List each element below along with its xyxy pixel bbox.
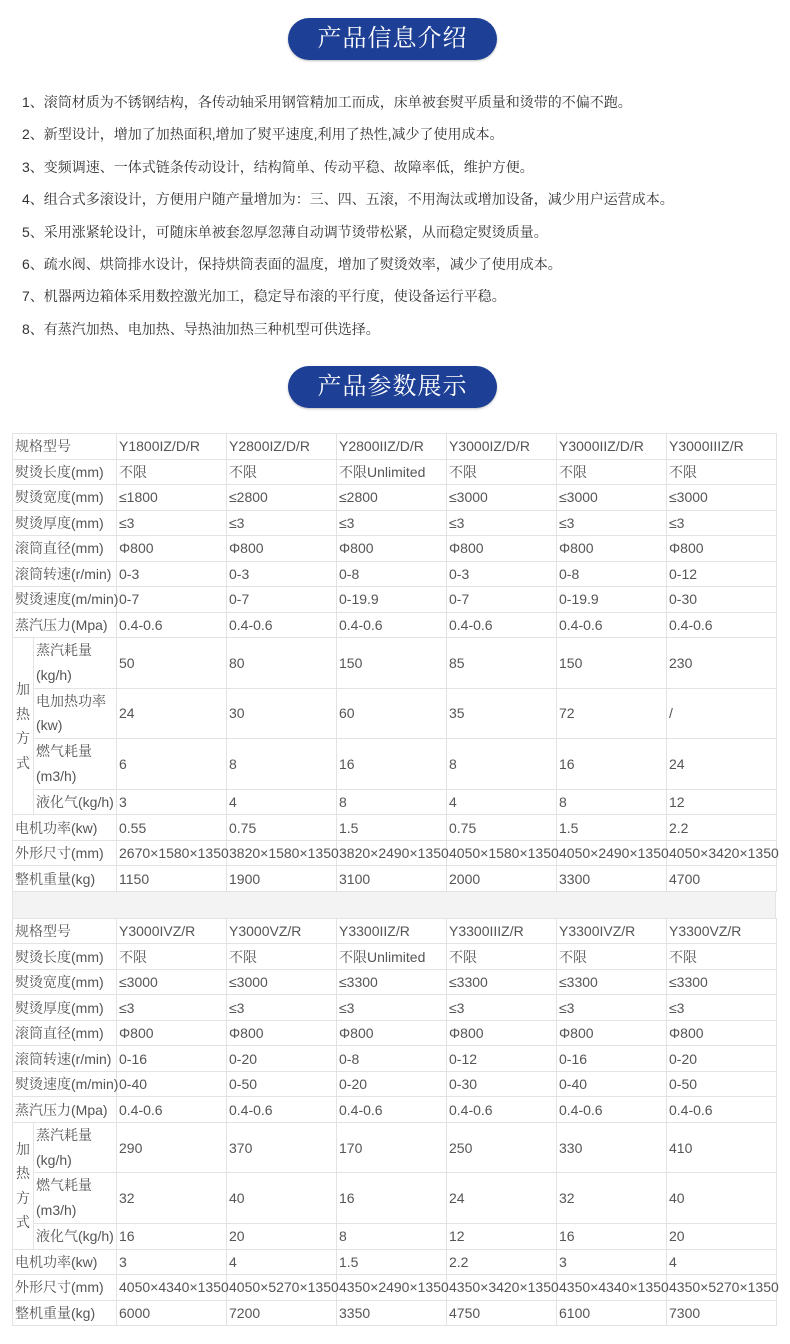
param-label: 电机功率(kw) [13,1249,117,1275]
param-value: ≤2800 [227,485,337,511]
param-value: 4050×1580×1350 [447,840,557,866]
param-value: 2.2 [667,815,777,841]
param-value: Φ800 [227,536,337,562]
param-row [13,969,777,995]
param-value: ≤3000 [557,485,667,511]
param-value: 0-7 [227,587,337,613]
param-value: 6 [117,739,227,790]
product-info-title: 产品信息介绍 [317,25,468,52]
param-value: 6000 [117,1300,227,1326]
param-value: 4050×2490×1350 [557,840,667,866]
param-value: 不限Unlimited [337,944,447,970]
param-value: 0.4-0.6 [447,1097,557,1123]
param-value: 4050×4340×1350 [117,1275,227,1301]
param-row [13,536,777,562]
param-value: Φ800 [447,1020,557,1046]
param-value: 0.4-0.6 [227,1097,337,1123]
param-value: 4350×5270×1350 [667,1275,777,1301]
param-value: 0-20 [667,1046,777,1072]
param-value: 3820×1580×1350 [227,840,337,866]
model-name: Y3300VZ/R [667,918,777,944]
param-value: 150 [337,638,447,689]
param-value: 3300 [557,866,667,892]
param-value: 0.75 [227,815,337,841]
param-value: 2670×1580×1350 [117,840,227,866]
param-value: 370 [227,1122,337,1173]
param-label: 蒸汽压力(Mpa) [13,1097,117,1123]
param-value: 0-16 [557,1046,667,1072]
param-value: 24 [117,688,227,739]
heating-sublabel: 电加热功率(kw) [34,688,117,739]
param-label: 整机重量(kg) [13,1300,117,1326]
param-value: ≤3 [117,995,227,1021]
param-row [13,1300,777,1326]
param-row [13,789,777,815]
param-value: 80 [227,638,337,689]
param-value: 不限Unlimited [337,459,447,485]
param-value: 1.5 [337,1249,447,1275]
param-row [13,840,777,866]
param-value: 不限 [447,459,557,485]
heating-sublabel: 燃气耗量(m3/h) [34,739,117,790]
param-row [13,688,777,739]
param-value: Φ800 [117,1020,227,1046]
param-label: 熨烫长度(mm) [13,459,117,485]
param-value: 30 [227,688,337,739]
table-separator [12,892,776,918]
param-value: 不限 [227,459,337,485]
feature-item: 6、疏水阀、烘筒排水设计，保持烘筒表面的温度，增加了熨烫效率，减少了使用成本。 [22,256,562,273]
param-value: 不限 [117,459,227,485]
param-row [13,638,777,689]
param-value: Φ800 [557,1020,667,1046]
param-row [13,587,777,613]
model-name: Y3000VZ/R [227,918,337,944]
param-value: 0-3 [447,561,557,587]
param-value: ≤3300 [557,969,667,995]
param-value: 20 [227,1223,337,1249]
param-value: 0-7 [447,587,557,613]
param-value: 3100 [337,866,447,892]
param-row [13,1071,777,1097]
param-value: ≤3000 [227,969,337,995]
param-label: 滚筒转速(r/min) [13,561,117,587]
param-value: 4750 [447,1300,557,1326]
param-value: 250 [447,1122,557,1173]
heating-sublabel: 液化气(kg/h) [34,1223,117,1249]
param-value: 4350×4340×1350 [557,1275,667,1301]
param-value: 6100 [557,1300,667,1326]
param-row [13,995,777,1021]
param-label: 熨烫厚度(mm) [13,995,117,1021]
param-value: Φ800 [557,536,667,562]
param-row [13,1122,777,1173]
param-value: 3 [117,789,227,815]
param-value: 不限 [117,944,227,970]
param-value: 1900 [227,866,337,892]
param-value: ≤3 [227,510,337,536]
param-value: 不限 [557,944,667,970]
param-value: ≤3 [667,510,777,536]
param-label: 熨烫宽度(mm) [13,969,117,995]
param-value: 40 [227,1173,337,1224]
model-name: Y2800IIZ/D/R [337,434,447,460]
param-value: ≤3 [557,510,667,536]
param-value: 0-3 [117,561,227,587]
param-value: 8 [337,789,447,815]
param-value: 50 [117,638,227,689]
param-value: 0-3 [227,561,337,587]
param-value: 12 [667,789,777,815]
param-value: ≤3300 [337,969,447,995]
param-value: Φ800 [337,1020,447,1046]
param-row [13,944,777,970]
param-table-1 [12,433,777,892]
param-value: 1.5 [557,815,667,841]
param-value: 0-8 [337,1046,447,1072]
param-label: 熨烫厚度(mm) [13,510,117,536]
feature-item: 8、有蒸汽加热、电加热、导热油加热三种机型可供选择。 [22,320,380,337]
param-value: 4050×5270×1350 [227,1275,337,1301]
param-value: ≤1800 [117,485,227,511]
param-value: ≤3000 [667,485,777,511]
param-value: ≤3 [667,995,777,1021]
param-value: 16 [557,739,667,790]
param-value: ≤3300 [667,969,777,995]
param-value: ≤3 [117,510,227,536]
param-value: Φ800 [667,536,777,562]
param-label: 整机重量(kg) [13,866,117,892]
param-value: 24 [667,739,777,790]
param-value: 290 [117,1122,227,1173]
param-value: 230 [667,638,777,689]
param-row [13,1046,777,1072]
model-header-label: 规格型号 [13,434,117,460]
param-value: 35 [447,688,557,739]
param-value: 4700 [667,866,777,892]
model-name: Y3300IIZ/R [337,918,447,944]
feature-item: 5、采用涨紧轮设计，可随床单被套忽厚忽薄自动调节烫带松紧，从而稳定熨烫质量。 [22,223,548,240]
param-value: 0.4-0.6 [117,612,227,638]
param-value: 0-8 [337,561,447,587]
feature-list [22,86,782,345]
param-value: 170 [337,1122,447,1173]
param-value: ≤2800 [337,485,447,511]
param-value: 85 [447,638,557,689]
param-value: 2.2 [447,1249,557,1275]
param-value: 0-20 [227,1046,337,1072]
param-value: 40 [667,1173,777,1224]
param-value: 0-16 [117,1046,227,1072]
param-row [13,1173,777,1224]
model-name: Y3300IIIZ/R [447,918,557,944]
param-value: ≤3 [337,995,447,1021]
param-value: ≤3000 [117,969,227,995]
param-value: 不限 [227,944,337,970]
param-label: 熨烫速度(m/min) [13,587,117,613]
param-row [13,1275,777,1301]
param-value: 0-40 [117,1071,227,1097]
param-value: 4 [667,1249,777,1275]
product-params-title: 产品参数展示 [317,373,468,400]
param-value: ≤3 [337,510,447,536]
heating-method-label-cell [13,638,34,815]
param-value: 150 [557,638,667,689]
param-value: ≤3 [447,510,557,536]
param-value: / [667,688,777,739]
param-value: 7300 [667,1300,777,1326]
param-value: 72 [557,688,667,739]
param-value: Φ800 [667,1020,777,1046]
param-value: 0.4-0.6 [447,612,557,638]
heating-method-label-cell [13,1122,34,1249]
param-label: 熨烫宽度(mm) [13,485,117,511]
param-value: 0.4-0.6 [337,612,447,638]
feature-item: 4、组合式多滚设计，方便用户随产量增加为：三、四、五滚，不用淘汰或增加设备，减少用户运营成本。 [22,191,674,208]
param-row [13,561,777,587]
model-name: Y3000IIZ/D/R [557,434,667,460]
param-label: 外形尺寸(mm) [13,840,117,866]
param-value: ≤3 [447,995,557,1021]
param-value: 0-19.9 [337,587,447,613]
param-value: 0.75 [447,815,557,841]
param-label: 熨烫长度(mm) [13,944,117,970]
param-value: 4350×3420×1350 [447,1275,557,1301]
model-name: Y3000IZ/D/R [447,434,557,460]
param-value: 3 [117,1249,227,1275]
param-row [13,510,777,536]
param-value: Φ800 [447,536,557,562]
param-value: 12 [447,1223,557,1249]
heating-method-label: 加热方式 [16,1140,30,1231]
param-row [13,1020,777,1046]
model-name: Y3000IIIZ/R [667,434,777,460]
param-label: 熨烫速度(m/min) [13,1071,117,1097]
feature-item: 1、滚筒材质为不锈钢结构，各传动轴采用钢管精加工而成，床单被套熨平质量和烫带的不偏不跑。 [22,94,632,110]
param-value: 0.4-0.6 [557,1097,667,1123]
param-value: 330 [557,1122,667,1173]
param-value: Φ800 [117,536,227,562]
param-row [13,612,777,638]
heating-method-label: 加热方式 [16,681,30,771]
param-value: 8 [227,739,337,790]
param-value: 0-8 [557,561,667,587]
param-value: 0.4-0.6 [227,612,337,638]
model-header-label: 规格型号 [13,918,117,944]
param-value: 4 [227,1249,337,1275]
param-label: 电机功率(kw) [13,815,117,841]
param-row [13,485,777,511]
param-value: 0-12 [667,561,777,587]
param-table-body [13,918,777,1325]
feature-item: 3、变频调速、一体式链条传动设计，结构简单、传动平稳、故障率低，维护方便。 [22,158,534,175]
model-header-row [13,434,777,460]
param-value: 0-20 [337,1071,447,1097]
param-value: 4050×3420×1350 [667,840,777,866]
param-value: 0-12 [447,1046,557,1072]
param-value: 8 [447,739,557,790]
param-value: 不限 [557,459,667,485]
param-label: 滚筒直径(mm) [13,536,117,562]
param-value: 不限 [447,944,557,970]
param-value: 0-50 [227,1071,337,1097]
param-value: 0-30 [667,587,777,613]
params-section [12,433,779,1326]
param-value: Φ800 [227,1020,337,1046]
param-value: 8 [557,789,667,815]
param-value: 3 [557,1249,667,1275]
param-value: 20 [667,1223,777,1249]
param-value: Φ800 [337,536,447,562]
param-value: 0-7 [117,587,227,613]
param-value: ≤3 [227,995,337,1021]
feature-item: 7、机器两边箱体采用数控激光加工，稳定导布滚的平行度，使设备运行平稳。 [22,288,506,305]
param-value: 3350 [337,1300,447,1326]
param-table-2 [12,918,777,1326]
product-params-title-pill [288,366,497,408]
param-value: 2000 [447,866,557,892]
model-header-row [13,918,777,944]
param-value: 16 [117,1223,227,1249]
feature-item: 2、新型设计，增加了加热面积,增加了熨平速度,利用了热性,减少了使用成本。 [22,126,504,143]
param-value: 1150 [117,866,227,892]
param-value: 32 [117,1173,227,1224]
param-row [13,739,777,790]
param-label: 蒸汽压力(Mpa) [13,612,117,638]
param-table-body [13,434,777,892]
param-value: 16 [557,1223,667,1249]
param-value: 4350×2490×1350 [337,1275,447,1301]
param-value: 0.4-0.6 [667,612,777,638]
param-value: 4 [447,789,557,815]
model-name: Y1800IZ/D/R [117,434,227,460]
param-label: 外形尺寸(mm) [13,1275,117,1301]
param-value: 0.4-0.6 [117,1097,227,1123]
param-value: ≤3000 [447,485,557,511]
param-row [13,1223,777,1249]
param-value: 60 [337,688,447,739]
heating-sublabel: 蒸汽耗量(kg/h) [34,1122,117,1173]
param-value: 0-50 [667,1071,777,1097]
param-value: 4 [227,789,337,815]
param-value: 410 [667,1122,777,1173]
param-value: 0-19.9 [557,587,667,613]
heating-sublabel: 燃气耗量(m3/h) [34,1173,117,1224]
param-row [13,459,777,485]
param-value: ≤3 [557,995,667,1021]
param-value: 0.4-0.6 [337,1097,447,1123]
param-value: 0.4-0.6 [667,1097,777,1123]
param-label: 滚筒直径(mm) [13,1020,117,1046]
heating-sublabel: 液化气(kg/h) [34,789,117,815]
product-info-title-pill [288,18,497,60]
param-value: 不限 [667,459,777,485]
param-row [13,815,777,841]
param-value: 8 [337,1223,447,1249]
param-value: 16 [337,739,447,790]
param-row [13,1097,777,1123]
param-value: 0-30 [447,1071,557,1097]
param-value: 0-40 [557,1071,667,1097]
param-value: ≤3300 [447,969,557,995]
param-value: 0.55 [117,815,227,841]
param-row [13,866,777,892]
model-name: Y3300IVZ/R [557,918,667,944]
model-name: Y3000IVZ/R [117,918,227,944]
param-row [13,1249,777,1275]
param-value: 16 [337,1173,447,1224]
param-value: 24 [447,1173,557,1224]
param-value: 32 [557,1173,667,1224]
heating-sublabel: 蒸汽耗量(kg/h) [34,638,117,689]
param-value: 7200 [227,1300,337,1326]
param-value: 3820×2490×1350 [337,840,447,866]
param-value: 0.4-0.6 [557,612,667,638]
param-label: 滚筒转速(r/min) [13,1046,117,1072]
model-name: Y2800IZ/D/R [227,434,337,460]
param-value: 不限 [667,944,777,970]
param-value: 1.5 [337,815,447,841]
